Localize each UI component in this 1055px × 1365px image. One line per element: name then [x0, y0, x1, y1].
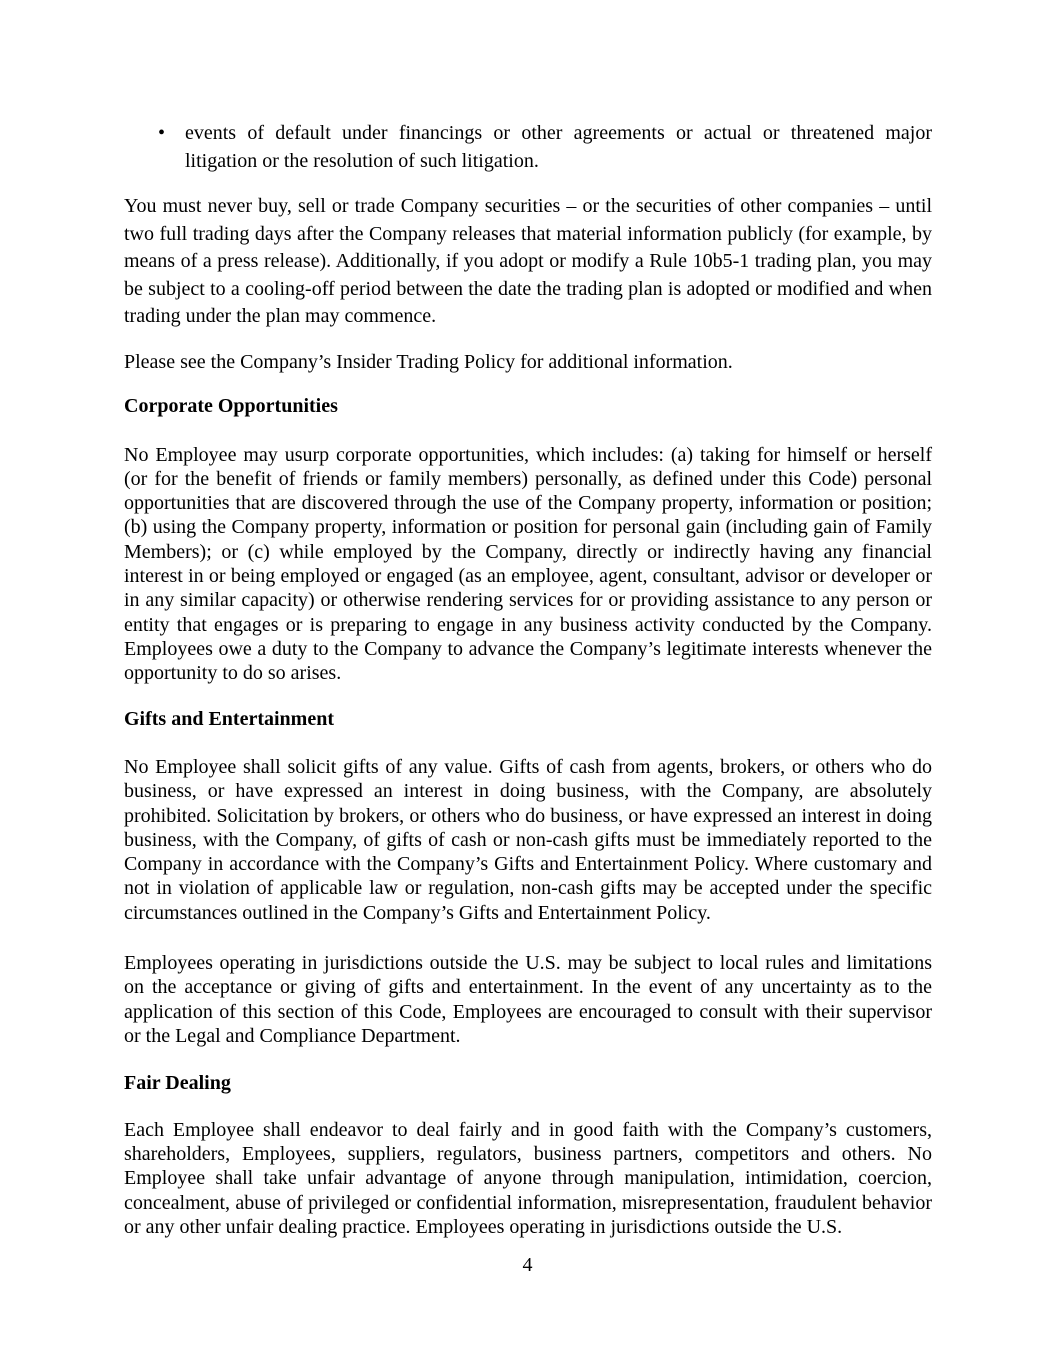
- section-heading-gifts-entertainment: Gifts and Entertainment: [124, 708, 334, 731]
- bullet-item-text: events of default under financings or other agreements or actual or threatened major litigation or the resolution of such litigation.: [185, 122, 932, 172]
- paragraph-gifts-solicitation: No Employee shall solicit gifts of any value. Gifts of cash from agents, brokers, or others who do business, or have expressed an interest in doing business, with the Company, are absolutely prohibited. Solicitation by brokers, or others who do business, or have expressed an interest in doing business, with the Company, of gifts of cash or non-cash gifts must be immediately reported to the Company in accordance with the Company’s Gifts and Entertainment Policy. Where customary and not in violation of applicable law or regulation, non-cash gifts may be accepted under the specific circumstances outlined in the Company’s Gifts and Entertainment Policy.: [124, 755, 932, 924]
- paragraph-corporate-opportunities: No Employee may usurp corporate opportunities, which includes: (a) taking for himself or herself (or for the benefit of friends or family members) personally, as defined under this Code) personal opportunities that are discovered through the use of the Company property, information or position; (b) using the Company property, information or position for personal gain (including gain of Family Members); or (c) while employed by the Company, directly or indirectly having any financial interest in or being employed or engaged (as an employee, agent, consultant, advisor or developer or in any similar capacity) or otherwise rendering services for or providing assistance to any person or entity that engages or is preparing to engage in any business activity conducted by the Company. Employees owe a duty to the Company to advance the Company’s legitimate interests whenever the opportunity to do so arises.: [124, 443, 932, 685]
- bullet-marker: •: [158, 122, 166, 144]
- document-content: [124, 120, 932, 1239]
- paragraph-fair-dealing: Each Employee shall endeavor to deal fairly and in good faith with the Company’s customers, shareholders, Employees, suppliers, regulators, business partners, competitors and others. No Employee shall take unfair advantage of anyone through manipulation, intimidation, coercion, concealment, abuse of privileged or confidential information, misrepresentation, fraudulent behavior or any other unfair dealing practice. Employees operating in jurisdictions outside the U.S.: [124, 1118, 932, 1238]
- section-heading-corporate-opportunities: Corporate Opportunities: [124, 395, 338, 417]
- paragraph-gifts-jurisdictions: Employees operating in jurisdictions outside the U.S. may be subject to local rules and limitations on the acceptance or giving of gifts and entertainment. In the event of any uncertainty as to the application of this section of this Code, Employees are encouraged to consult with their supervisor or the Legal and Compliance Department.: [124, 952, 932, 1047]
- paragraph-insider-policy-reference: Please see the Company’s Insider Trading Policy for additional information.: [124, 350, 733, 373]
- page-number: 4: [522, 1254, 533, 1276]
- paragraph-insider-trading-rule: You must never buy, sell or trade Company securities – or the securities of other companies – until two full trading days after the Company releases that material information publicly (for example, by means of a press release). Additionally, if you adopt or modify a Rule 10b5-1 trading plan, you may be subject to a cooling-off period between the date the trading plan is adopted or modified and when trading under the plan may commence.: [124, 195, 932, 327]
- section-heading-fair-dealing: Fair Dealing: [124, 1072, 231, 1095]
- bullet-list-item: [124, 120, 932, 175]
